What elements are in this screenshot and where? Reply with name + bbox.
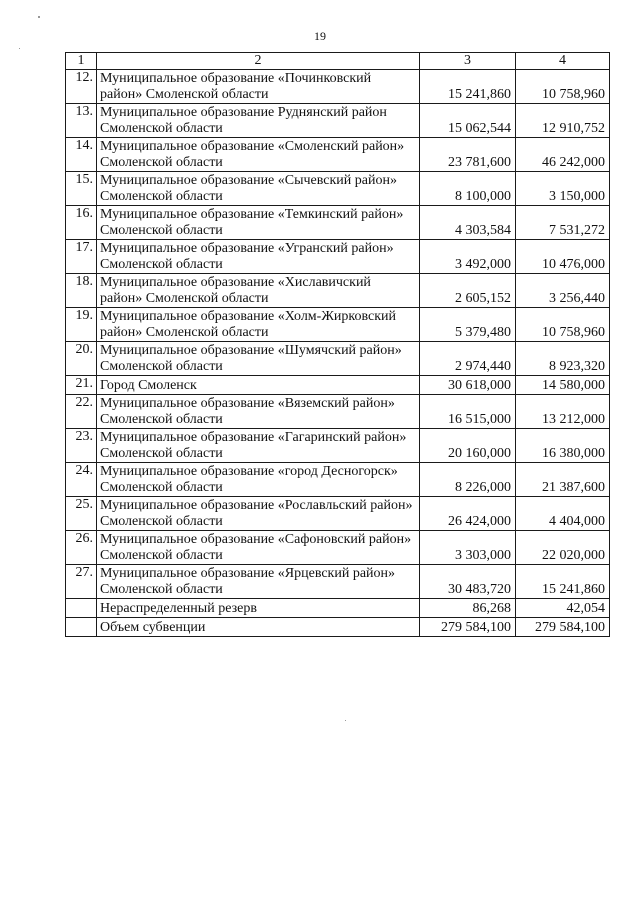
municipality-name: Муниципальное образование «Ярцевский район» Смоленской области xyxy=(97,565,420,599)
table-row xyxy=(66,395,610,429)
table-row xyxy=(66,104,610,138)
municipality-name: Муниципальное образование «Шумячский район» Смоленской области xyxy=(97,342,420,376)
value-col4: 10 476,000 xyxy=(516,240,610,274)
row-number xyxy=(66,618,97,637)
municipality-name: Муниципальное образование «Рославльский район» Смоленской области xyxy=(97,497,420,531)
municipality-name: Муниципальное образование «Темкинский район» Смоленской области xyxy=(97,206,420,240)
municipality-name: Муниципальное образование «Угранский район» Смоленской области xyxy=(97,240,420,274)
value-col3: 4 303,584 xyxy=(420,206,516,240)
value-col4: 4 404,000 xyxy=(516,497,610,531)
row-number: 16. xyxy=(66,206,97,240)
row-number: 23. xyxy=(66,429,97,463)
municipality-name: Муниципальное образование «Сычевский район» Смоленской области xyxy=(97,172,420,206)
row-number: 22. xyxy=(66,395,97,429)
value-col3: 26 424,000 xyxy=(420,497,516,531)
table-row xyxy=(66,565,610,599)
value-col4: 7 531,272 xyxy=(516,206,610,240)
table-row xyxy=(66,240,610,274)
value-col3: 16 515,000 xyxy=(420,395,516,429)
value-col4: 8 923,320 xyxy=(516,342,610,376)
row-number: 24. xyxy=(66,463,97,497)
table-row xyxy=(66,274,610,308)
scan-speck xyxy=(19,48,20,49)
row-number: 25. xyxy=(66,497,97,531)
reserve-value-col4: 42,054 xyxy=(516,599,610,618)
municipality-name: Муниципальное образование «Починковский район» Смоленской области xyxy=(97,70,420,104)
municipality-name: Город Смоленск xyxy=(97,376,420,395)
table-row xyxy=(66,342,610,376)
value-col4: 13 212,000 xyxy=(516,395,610,429)
value-col4: 21 387,600 xyxy=(516,463,610,497)
row-number: 27. xyxy=(66,565,97,599)
value-col4: 10 758,960 xyxy=(516,308,610,342)
table-row xyxy=(66,70,610,104)
value-col4: 10 758,960 xyxy=(516,70,610,104)
value-col3: 3 303,000 xyxy=(420,531,516,565)
table-row xyxy=(66,138,610,172)
value-col3: 2 605,152 xyxy=(420,274,516,308)
reserve-label: Нераспределенный резерв xyxy=(97,599,420,618)
municipality-name: Муниципальное образование «Холм-Жирковский район» Смоленской области xyxy=(97,308,420,342)
municipality-name: Муниципальное образование «Гагаринский район» Смоленской области xyxy=(97,429,420,463)
row-number: 12. xyxy=(66,70,97,104)
header-cell-col3: 3 xyxy=(420,53,516,70)
value-col4: 3 256,440 xyxy=(516,274,610,308)
subvention-table xyxy=(65,52,610,637)
row-number: 26. xyxy=(66,531,97,565)
value-col4: 14 580,000 xyxy=(516,376,610,395)
row-number: 17. xyxy=(66,240,97,274)
total-value-col3: 279 584,100 xyxy=(420,618,516,637)
municipality-name: Муниципальное образование «Сафоновский район» Смоленской области xyxy=(97,531,420,565)
scan-speck xyxy=(345,720,346,721)
value-col3: 8 100,000 xyxy=(420,172,516,206)
value-col4: 46 242,000 xyxy=(516,138,610,172)
table-row xyxy=(66,463,610,497)
row-number: 21. xyxy=(66,376,97,395)
value-col4: 12 910,752 xyxy=(516,104,610,138)
row-number: 13. xyxy=(66,104,97,138)
value-col3: 15 062,544 xyxy=(420,104,516,138)
row-number: 14. xyxy=(66,138,97,172)
total-row xyxy=(66,618,610,637)
municipality-name: Муниципальное образование Руднянский район Смоленской области xyxy=(97,104,420,138)
total-value-col4: 279 584,100 xyxy=(516,618,610,637)
table-header-row xyxy=(66,53,610,70)
row-number: 19. xyxy=(66,308,97,342)
municipality-name: Муниципальное образование «Хиславичский район» Смоленской области xyxy=(97,274,420,308)
value-col3: 3 492,000 xyxy=(420,240,516,274)
header-cell-col1: 1 xyxy=(66,53,97,70)
value-col4: 15 241,860 xyxy=(516,565,610,599)
value-col3: 2 974,440 xyxy=(420,342,516,376)
row-number: 15. xyxy=(66,172,97,206)
reserve-value-col3: 86,268 xyxy=(420,599,516,618)
value-col4: 22 020,000 xyxy=(516,531,610,565)
row-number: 18. xyxy=(66,274,97,308)
row-number: 20. xyxy=(66,342,97,376)
table-row xyxy=(66,429,610,463)
value-col3: 8 226,000 xyxy=(420,463,516,497)
value-col3: 23 781,600 xyxy=(420,138,516,172)
value-col3: 5 379,480 xyxy=(420,308,516,342)
scan-speck xyxy=(38,16,40,18)
reserve-row xyxy=(66,599,610,618)
table-row xyxy=(66,531,610,565)
value-col3: 15 241,860 xyxy=(420,70,516,104)
value-col3: 30 618,000 xyxy=(420,376,516,395)
total-label: Объем субвенции xyxy=(97,618,420,637)
value-col4: 16 380,000 xyxy=(516,429,610,463)
value-col3: 20 160,000 xyxy=(420,429,516,463)
value-col3: 30 483,720 xyxy=(420,565,516,599)
table-row xyxy=(66,308,610,342)
page-number: 19 xyxy=(314,29,326,43)
table-row xyxy=(66,497,610,531)
value-col4: 3 150,000 xyxy=(516,172,610,206)
table-row xyxy=(66,172,610,206)
row-number xyxy=(66,599,97,618)
table-row xyxy=(66,206,610,240)
table-row xyxy=(66,376,610,395)
municipality-name: Муниципальное образование «Смоленский район» Смоленской области xyxy=(97,138,420,172)
header-cell-col4: 4 xyxy=(516,53,610,70)
municipality-name: Муниципальное образование «город Десногорск» Смоленской области xyxy=(97,463,420,497)
header-cell-col2: 2 xyxy=(97,53,420,70)
municipality-name: Муниципальное образование «Вяземский район» Смоленской области xyxy=(97,395,420,429)
